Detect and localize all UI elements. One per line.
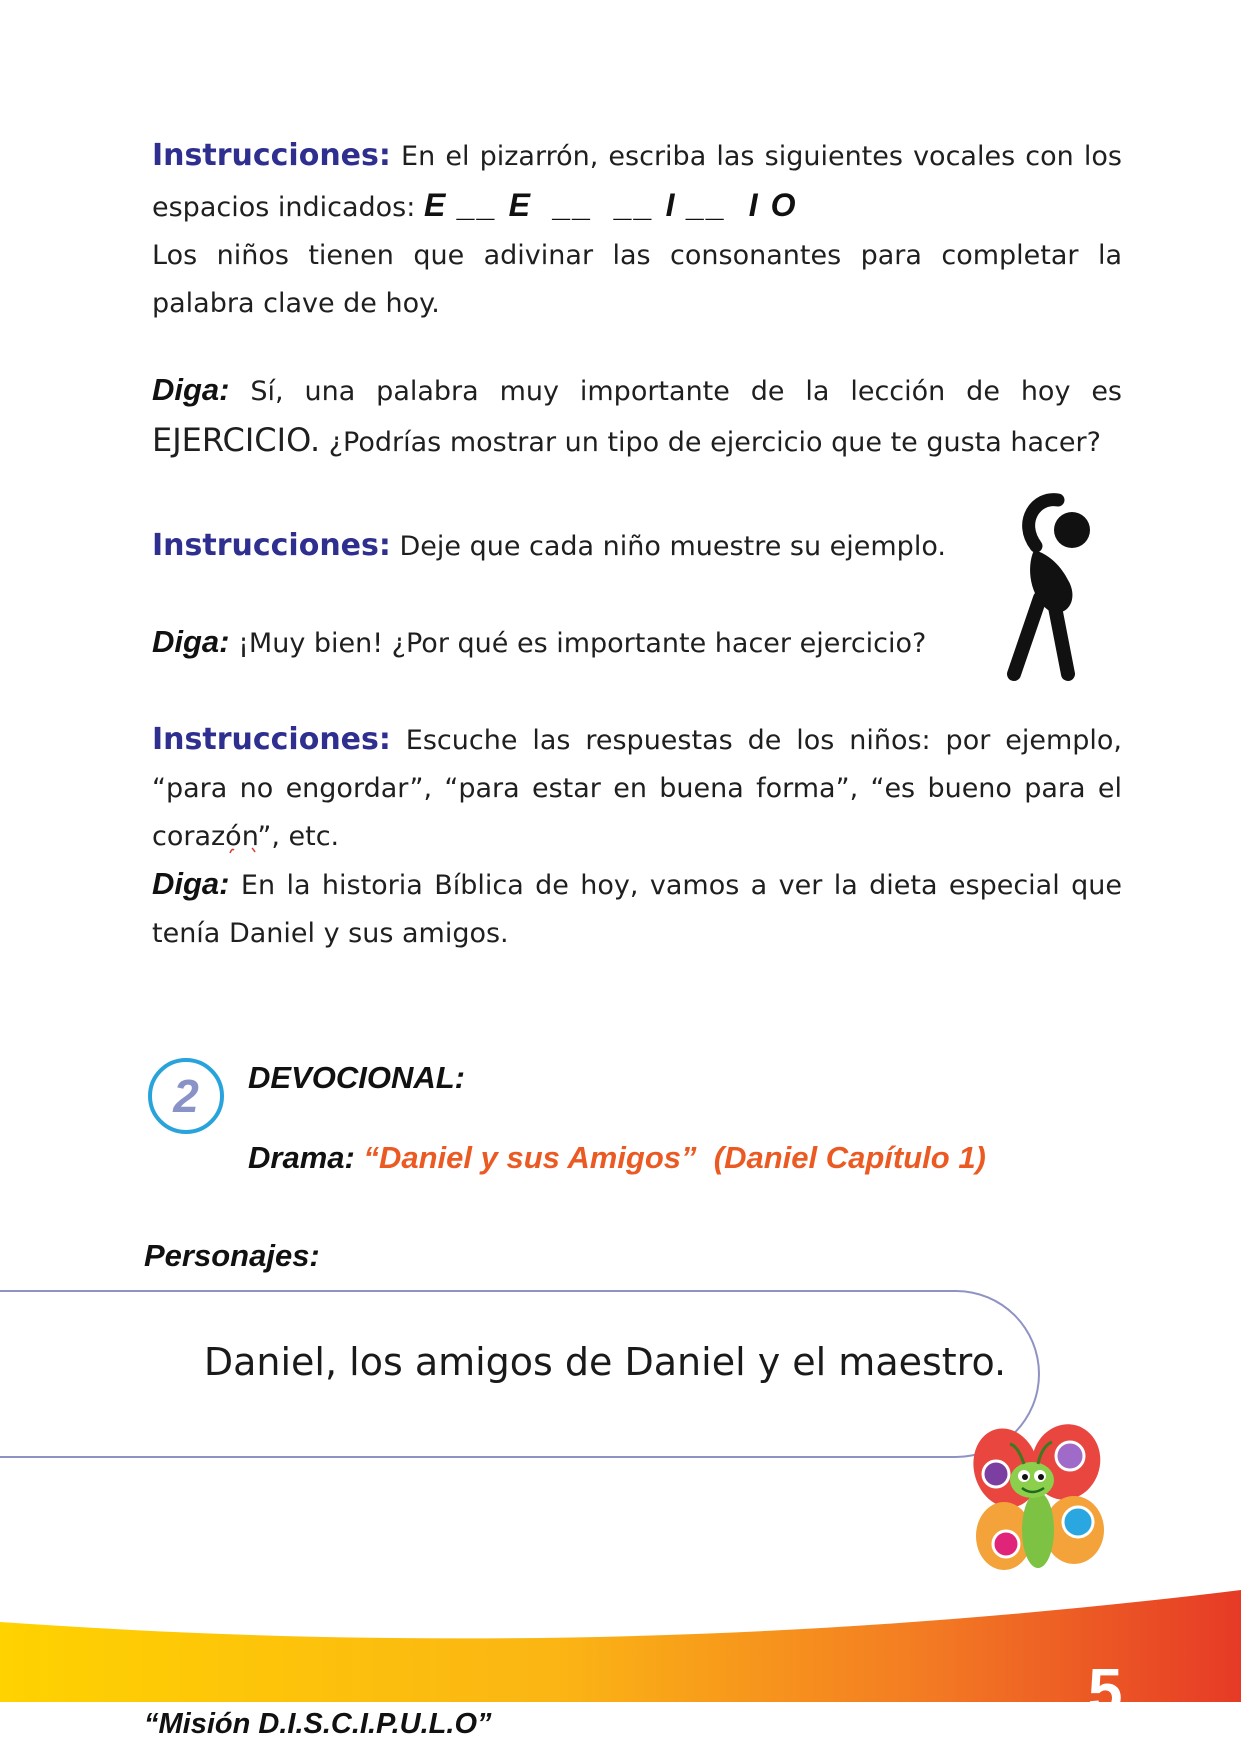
diga-paragraph-2	[152, 618, 972, 668]
drama-title: “Daniel y sus Amigos”	[363, 1140, 697, 1175]
instructions-text: Deje que cada niño muestre su ejemplo.	[399, 531, 946, 562]
keyword-ejercicio: EJERCICIO.	[152, 421, 321, 459]
diga-paragraph-1	[152, 366, 1122, 467]
vowel-puzzle: E __ E __ __ I __ I O	[423, 187, 798, 223]
footer-title: “Misión D.I.S.C.I.P.U.L.O”	[144, 1708, 492, 1740]
instructions-text-2: Los niños tienen que adivinar las consonantes para completar la palabra clave de hoy.	[152, 240, 1122, 319]
drama-line	[248, 1140, 986, 1176]
instructions-label: Instrucciones:	[152, 528, 391, 563]
diga-label: Diga:	[152, 624, 230, 659]
instructions-text: Escuche las respuestas de los niños: por ejemplo, “para no engordar”, “para estar en buena forma”, “es bueno para el corazón”, etc.	[152, 725, 1122, 852]
diga-text: ¡Muy bien! ¿Por qué es importante hacer ejercicio?	[238, 628, 927, 659]
instructions-paragraph-1	[152, 132, 1122, 328]
exercise-figure-icon	[996, 488, 1100, 684]
characters-text: Daniel, los amigos de Daniel y el maestro.	[203, 1340, 1007, 1384]
section-number-badge: 2	[148, 1058, 224, 1134]
diga-text: Sí, una palabra muy importante de la lección de hoy es	[250, 376, 1123, 407]
instructions-paragraph-2	[152, 522, 972, 571]
butterfly-mascot-icon	[966, 1418, 1110, 1586]
diga-text: En la historia Bíblica de hoy, vamos a ver la dieta especial que tenía Daniel y sus amigos.	[152, 870, 1122, 949]
drama-reference: (Daniel Capítulo 1)	[713, 1140, 986, 1175]
diga-text-2: ¿Podrías mostrar un tipo de ejercicio que te gusta hacer?	[320, 427, 1101, 458]
diga-label: Diga:	[152, 372, 230, 407]
devocional-heading: DEVOCIONAL:	[248, 1060, 465, 1095]
diga-paragraph-3	[152, 860, 1122, 958]
instructions-paragraph-3	[152, 716, 1122, 861]
instructions-label: Instrucciones:	[152, 722, 391, 757]
personajes-label: Personajes:	[144, 1238, 320, 1273]
instructions-text: En el pizarrón, escriba las siguientes vocales con los espacios indicados:	[152, 141, 1122, 223]
decorative-mark	[228, 846, 258, 854]
page-number: 5	[1088, 1657, 1123, 1726]
diga-label: Diga:	[152, 866, 230, 901]
instructions-label: Instrucciones:	[152, 138, 391, 173]
drama-label: Drama:	[248, 1140, 355, 1175]
